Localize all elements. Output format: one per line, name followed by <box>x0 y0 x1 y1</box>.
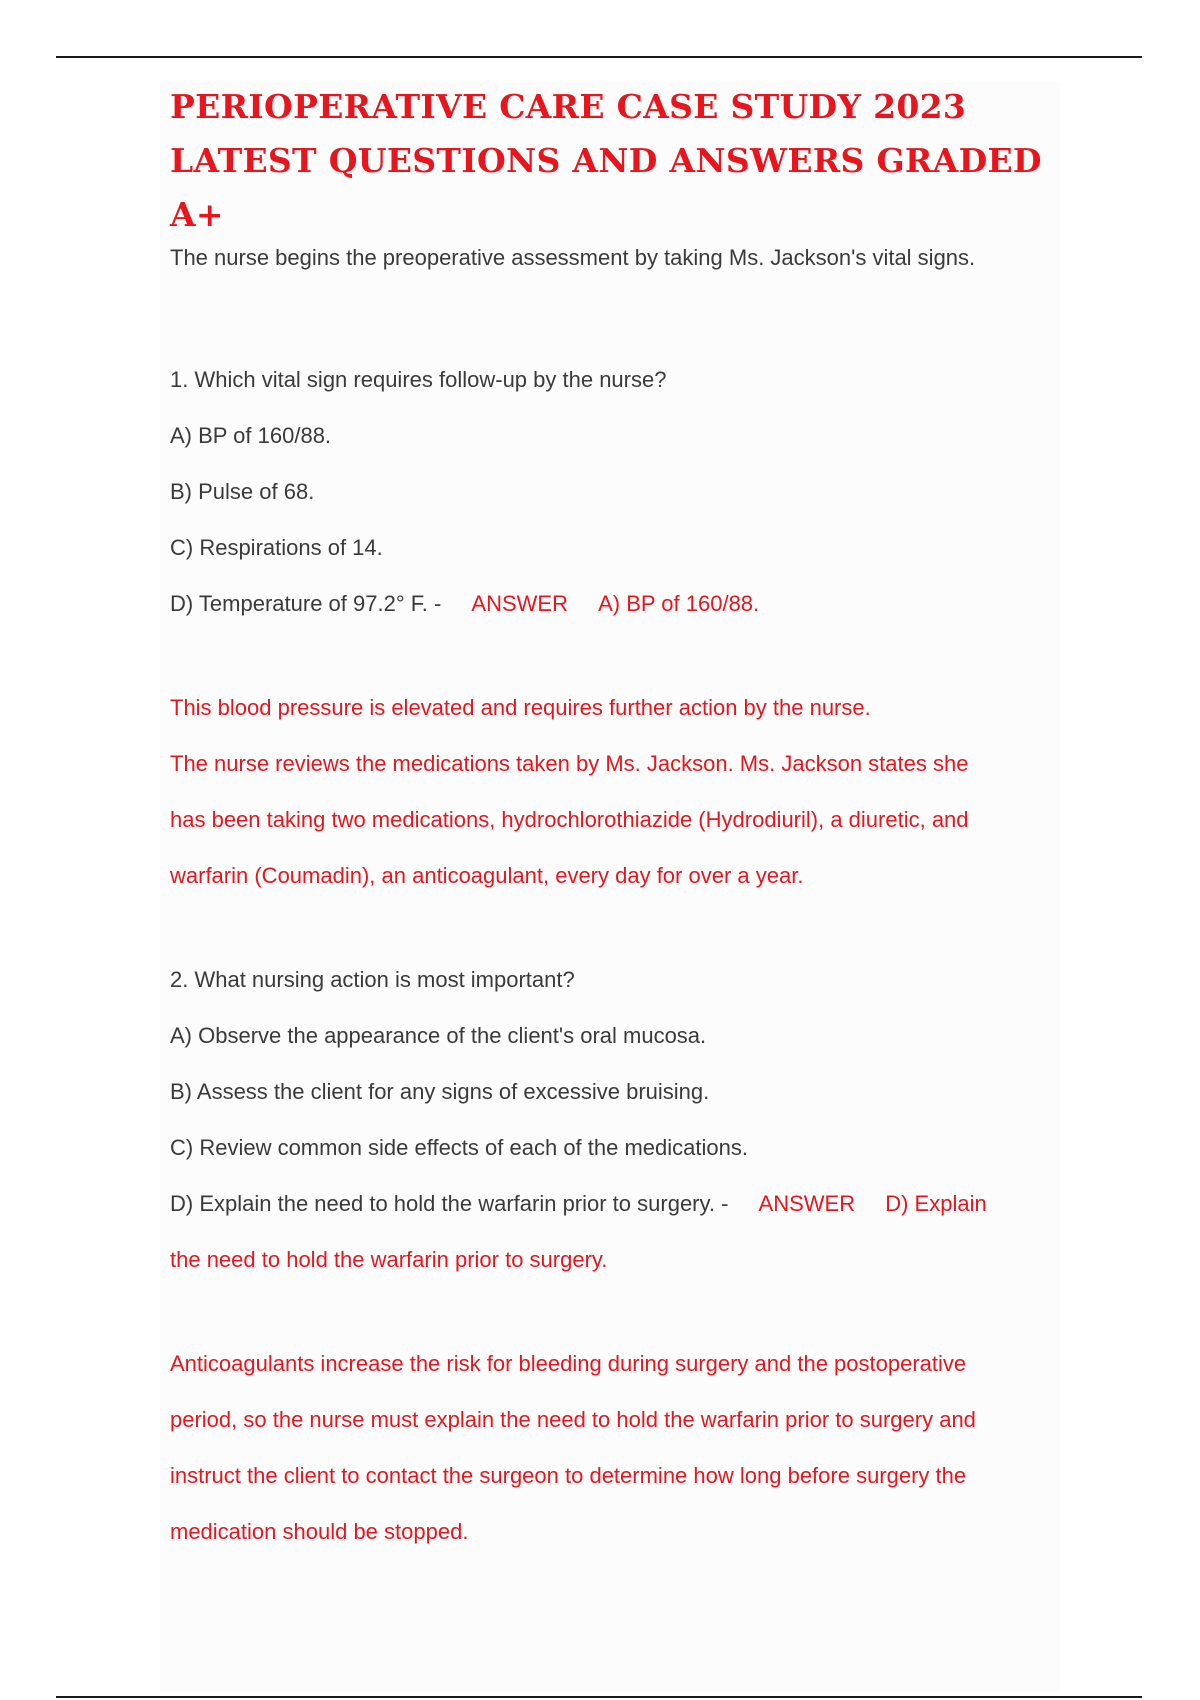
bottom-rule <box>56 1696 1142 1698</box>
rationale-2-line-2: period, so the nurse must explain the need to hold the warfarin prior to surgery and <box>170 1407 976 1432</box>
q1-option-b: B) Pulse of 68. <box>170 479 315 504</box>
q1-option-d: D) Temperature of 97.2° F. - <box>170 591 442 616</box>
q2-answer-label: ANSWER <box>758 1191 856 1216</box>
rationale-1-text: This blood pressure is elevated and requires further action by the nurse. <box>170 695 871 720</box>
q2-option-d-row <box>170 1176 1080 1232</box>
document-body <box>170 80 1080 1560</box>
q2-option-a: A) Observe the appearance of the client's oral mucosa. <box>170 1023 707 1048</box>
intro-text: The nurse begins the preoperative assessment by taking Ms. Jackson's vital signs. <box>170 245 976 270</box>
q1-option-a: A) BP of 160/88. <box>170 423 332 448</box>
q1-option-d-row <box>170 576 1080 632</box>
q1-option-c: C) Respirations of 14. <box>170 535 383 560</box>
rationale-2-line-3: instruct the client to contact the surgeon to determine how long before surgery the <box>170 1463 967 1488</box>
q2-answer-value-part2: the need to hold the warfarin prior to surgery. <box>170 1247 608 1272</box>
question-1-text: 1. Which vital sign requires follow-up by the nurse? <box>170 367 667 392</box>
context-line-3: warfarin (Coumadin), an anticoagulant, every day for over a year. <box>170 863 804 888</box>
q1-answer-label: ANSWER <box>471 591 568 616</box>
title-line-2: LATEST QUESTIONS AND ANSWERS GRADED A+ <box>170 141 1042 234</box>
context-line-1: The nurse reviews the medications taken by Ms. Jackson. Ms. Jackson states she <box>170 751 969 776</box>
top-rule <box>56 56 1142 58</box>
question-2-block <box>170 952 1080 1288</box>
document-title <box>170 80 1080 242</box>
q2-option-c: C) Review common side effects of each of the medications. <box>170 1135 748 1160</box>
q2-option-d: D) Explain the need to hold the warfarin prior to surgery. - <box>170 1191 729 1216</box>
rationale-1-block <box>170 680 1080 904</box>
question-1-block <box>170 352 1080 632</box>
q1-answer-value: A) BP of 160/88. <box>598 591 760 616</box>
q2-option-b: B) Assess the client for any signs of excessive bruising. <box>170 1079 710 1104</box>
rationale-2-block <box>170 1336 1080 1560</box>
q2-answer-value-part1: D) Explain <box>885 1191 987 1216</box>
rationale-2-line-4: medication should be stopped. <box>170 1519 469 1544</box>
question-2-text: 2. What nursing action is most important? <box>170 967 575 992</box>
title-line-1: PERIOPERATIVE CARE CASE STUDY 2023 <box>170 87 967 126</box>
context-line-2: has been taking two medications, hydrochlorothiazide (Hydrodiuril), a diuretic, and <box>170 807 969 832</box>
rationale-2-line-1: Anticoagulants increase the risk for bleeding during surgery and the postoperative <box>170 1351 967 1376</box>
